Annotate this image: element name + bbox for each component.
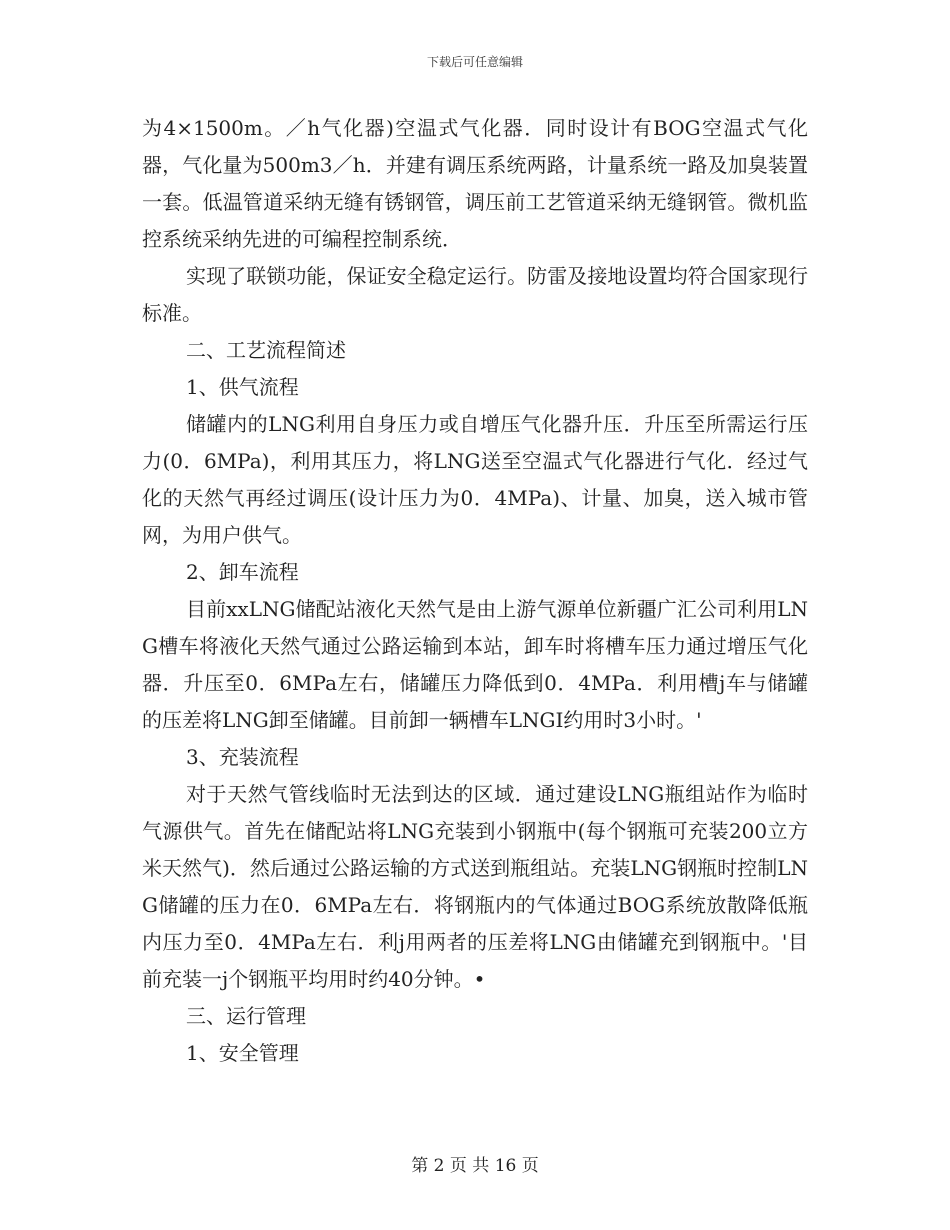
paragraph-gas-supply: 储罐内的LNG利用自身压力或自增压气化器升压．升压至所需运行压力(0．6MPa)，利用其压力，将LNG送至空温式气化器进行气化．经过气化的天然气再经过调压(设计压力为0．4MPa)、计量、加臭，送入城市管网，为用户供气。 <box>142 412 808 547</box>
subheading-unloading: 2、卸车流程 <box>186 560 299 584</box>
subheading-safety: 1、安全管理 <box>186 1041 299 1065</box>
page-header: 下载后可任意编辑 <box>426 55 523 69</box>
paragraph-unloading: 目前xxLNG储配站液化天然气是由上游气源单位新疆广汇公司利用LNG槽车将液化天然气通过公路运输到本站，卸车时将槽车压力通过增压气化器．升压至0．6MPa左右，储罐压力降低到0．4MPa．利用槽j车与储罐的压差将LNG卸至储罐。目前卸一辆槽车LNGI约用时3小时。' <box>142 597 808 732</box>
section-heading-operation: 三、运行管理 <box>186 1004 306 1028</box>
paragraph-filling: 对于天然气管线临时无法到达的区域．通过建设LNG瓶组站作为临时气源供气。首先在储配站将LNG充装到小钢瓶中(每个钢瓶可充装200立方米天然气)．然后通过公路运输的方式送到瓶组站。充装LNG钢瓶时控制LNG储罐的压力在0．6MPa左右．将钢瓶内的气体通过BOG系统放散降低瓶内压力至0．4MPa左右．利j用两者的压差将LNG由储罐充到钢瓶中。'目前充装一j个钢瓶平均用时约40分钟。• <box>142 782 808 991</box>
document-body <box>142 110 808 1072</box>
subheading-filling: 3、充装流程 <box>186 745 299 769</box>
section-heading-process: 二、工艺流程简述 <box>186 338 346 362</box>
subheading-gas-supply: 1、供气流程 <box>186 375 299 399</box>
paragraph-2: 实现了联锁功能，保证安全稳定运行。防雷及接地设置均符合国家现行标准。 <box>142 264 808 325</box>
page-number: 第 2 页 共 16 页 <box>411 1156 539 1176</box>
paragraph-1: 为4×1500m。／h气化器)空温式气化器．同时设计有BOG空温式气化器，气化量为500m3／h．并建有调压系统两路，计量系统一路及加臭装置一套。低温管道采纳无缝有锈钢管，调压前工艺管道采纳无缝钢管。微机监控系统采纳先进的可编程控制系统． <box>142 116 808 251</box>
